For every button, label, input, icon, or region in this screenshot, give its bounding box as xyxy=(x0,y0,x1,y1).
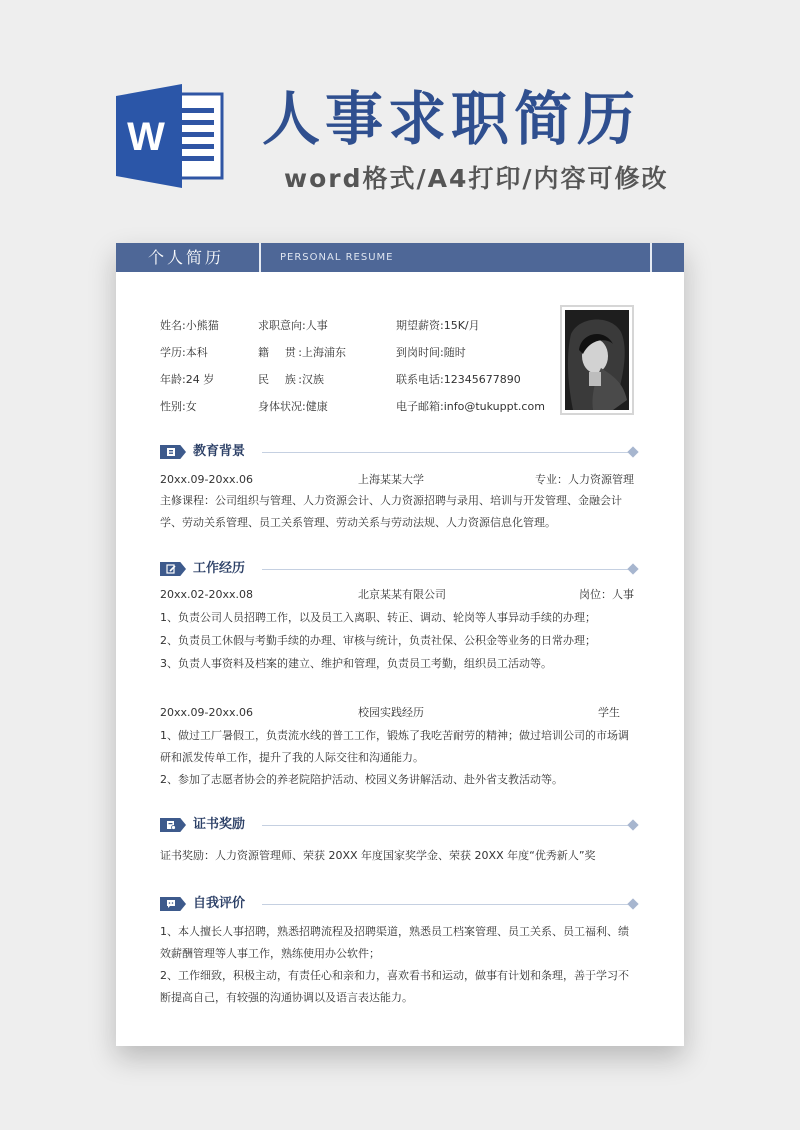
ethnicity-label: 民 族: xyxy=(258,373,302,386)
diamond-icon xyxy=(627,819,638,830)
practice-title: 校园实践经历 xyxy=(358,706,424,719)
info-row xyxy=(160,318,560,345)
resume-title: 个人简历 xyxy=(116,243,261,272)
info-row xyxy=(160,372,560,399)
work-position: 岗位：人事 xyxy=(579,588,634,601)
section-header-self-evaluation xyxy=(160,896,638,912)
resume-page xyxy=(116,243,684,1046)
promo-subtitle: word格式/A4打印/内容可修改 xyxy=(284,164,669,193)
salary-label: 期望薪资: xyxy=(396,319,444,332)
promo-banner xyxy=(0,0,800,230)
section-title: 工作经历 xyxy=(193,561,246,576)
practice-role: 学生 xyxy=(598,706,620,719)
list-item: 1、本人擅长人事招聘，熟悉招聘流程及招聘渠道，熟悉员工档案管理、员工关系、员工福利、绩效薪酬管理等人事工作，熟练使用办公软件； xyxy=(160,925,629,960)
self-evaluation-text xyxy=(160,921,634,1009)
section-title: 证书奖励 xyxy=(193,817,246,832)
phone-value: 12345677890 xyxy=(443,373,521,386)
certificate-icon xyxy=(166,820,176,830)
list-item: 3、负责人事资料及档案的建立、维护和管理，负责员工考勤，组织员工活动等。 xyxy=(160,657,552,670)
diamond-icon xyxy=(627,446,638,457)
info-row xyxy=(160,345,560,372)
email-label: 电子邮箱: xyxy=(396,400,444,413)
education-date: 20xx.09-20xx.06 xyxy=(160,473,253,486)
health-label: 身体状况: xyxy=(258,400,306,413)
list-item: 1、负责公司人员招聘工作，以及员工入离职、转正、调动、轮岗等人事异动手续的办理； xyxy=(160,611,596,624)
ethnicity-value: 汉族 xyxy=(302,373,324,386)
diamond-icon xyxy=(627,563,638,574)
list-item: 2、工作细致，积极主动，有责任心和亲和力，喜欢看书和运动，做事有计划和条理，善于学习不断提高自己，有较强的沟通协调以及语言表达能力。 xyxy=(160,969,629,1004)
basic-info xyxy=(160,318,560,426)
practice-details xyxy=(160,725,634,791)
phone-label: 联系电话: xyxy=(396,373,444,386)
book-icon xyxy=(166,447,176,457)
education-school: 上海某某大学 xyxy=(358,473,424,486)
arrival-label: 到岗时间: xyxy=(396,346,444,359)
gender-value: 女 xyxy=(185,400,197,413)
list-item: 2、负责员工休假与考勤手续的办理、审核与统计，负责社保、公积金等业务的日常办理； xyxy=(160,634,596,647)
chat-icon xyxy=(166,899,176,909)
hometown-value: 上海浦东 xyxy=(302,346,346,359)
divider-line xyxy=(262,904,628,905)
email-value: info@tukuppt.com xyxy=(443,400,545,413)
education-label: 学历: xyxy=(160,346,186,359)
divider-line xyxy=(262,825,628,826)
header-band xyxy=(116,243,684,272)
work-date: 20xx.02-20xx.08 xyxy=(160,588,253,601)
intention-value: 人事 xyxy=(305,319,328,332)
profile-photo xyxy=(560,305,634,415)
education-courses: 主修课程：公司组织与管理、人力资源会计、人力资源招聘与录用、培训与开发管理、金融会计学、劳动关系管理、员工关系管理、劳动关系与劳动法规、人力资源信息化管理。 xyxy=(160,494,622,529)
section-title: 自我评价 xyxy=(193,896,246,911)
section-header-education xyxy=(160,444,638,460)
promo-title: 人事求职简历 xyxy=(262,85,641,153)
pencil-icon xyxy=(166,564,176,574)
diamond-icon xyxy=(627,898,638,909)
education-major: 专业：人力资源管理 xyxy=(535,473,634,486)
gender-label: 性别: xyxy=(160,400,186,413)
health-value: 健康 xyxy=(305,400,328,413)
practice-date: 20xx.09-20xx.06 xyxy=(160,706,253,719)
word-icon-letter: W xyxy=(127,115,165,159)
hometown-label: 籍 贯: xyxy=(258,346,302,359)
intention-label: 求职意向: xyxy=(258,319,306,332)
education-row xyxy=(160,472,634,488)
section-header-work xyxy=(160,561,638,577)
list-item: 1、做过工厂暑假工，负责流水线的普工工作，锻炼了我吃苦耐劳的精神；做过培训公司的市场调研和派发传单工作，提升了我的人际交往和沟通能力。 xyxy=(160,729,629,764)
divider-line xyxy=(262,452,628,453)
word-document-icon xyxy=(116,84,226,188)
practice-row xyxy=(160,705,634,721)
awards-text: 证书奖励：人力资源管理师、荣获 20XX 年度国家奖学金、荣获 20XX 年度“优秀新人”奖 xyxy=(160,849,596,862)
section-header-awards xyxy=(160,817,638,833)
work-company: 北京某某有限公司 xyxy=(358,588,446,601)
header-band-end xyxy=(650,243,684,272)
salary-value: 15K/月 xyxy=(443,319,480,332)
name-label: 姓名: xyxy=(160,319,186,332)
education-value: 本科 xyxy=(185,346,208,359)
section-title: 教育背景 xyxy=(193,444,246,459)
resume-subtitle: PERSONAL RESUME xyxy=(280,252,394,263)
age-label: 年龄: xyxy=(160,373,186,386)
name-value: 小熊猫 xyxy=(185,319,219,332)
arrival-value: 随时 xyxy=(443,346,466,359)
divider-line xyxy=(262,569,628,570)
work-duties xyxy=(160,607,634,675)
work-row xyxy=(160,587,634,603)
age-value: 24 岁 xyxy=(185,373,215,386)
list-item: 2、参加了志愿者协会的养老院陪护活动、校园义务讲解活动、赴外省支教活动等。 xyxy=(160,773,563,786)
info-row xyxy=(160,399,560,426)
